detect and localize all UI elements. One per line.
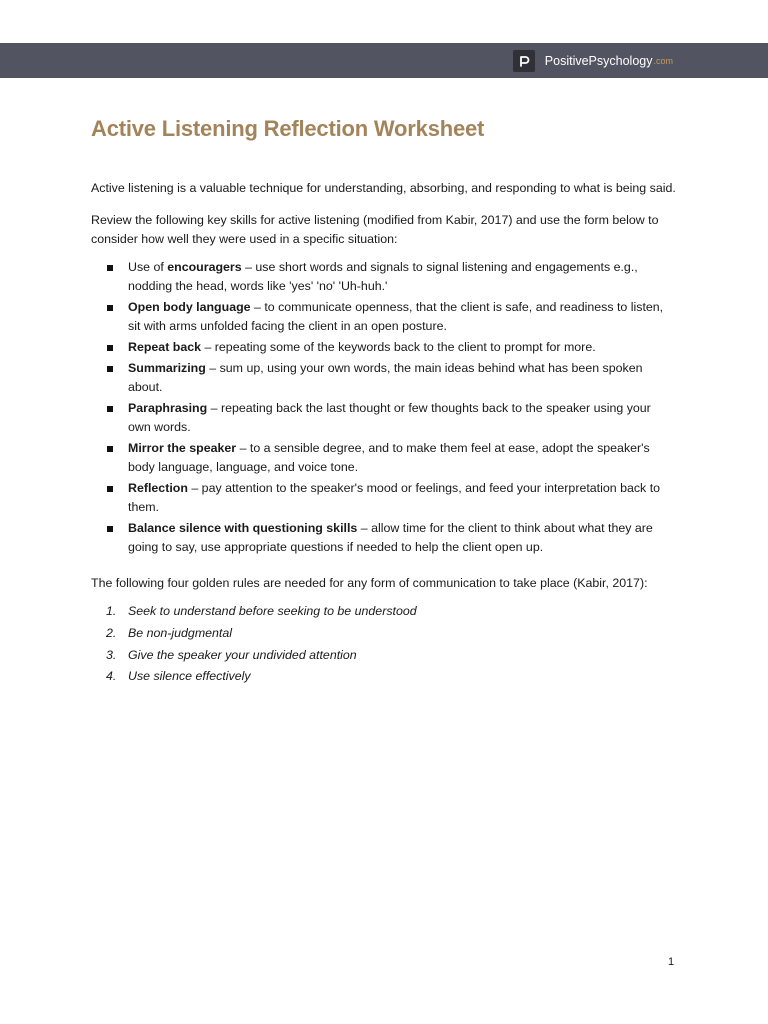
skills-list: [91, 258, 671, 559]
skill-term: Mirror the speaker: [128, 441, 237, 456]
positive-psychology-logo-icon: [513, 50, 535, 72]
bullet-icon: [107, 406, 113, 412]
review-paragraph: Review the following key skills for active listening (modified from Kabir, 2017) and use the form below to consider how well they were used in a specific situation:: [91, 213, 659, 246]
brand[interactable]: [513, 50, 673, 72]
rule-number: 2.: [106, 625, 117, 640]
rule-number: 1.: [106, 604, 117, 618]
bullet-icon: [107, 265, 113, 271]
list-item: [91, 359, 671, 397]
skill-description: – to communicate openness, that the client is safe, and readiness to listen, sit with arms unfolded facing the client in an open posture.: [128, 299, 664, 333]
page-title: Active Listening Reflection Worksheet: [91, 116, 485, 141]
skill-term: Open body language: [128, 299, 251, 314]
skill-description: – to a sensible degree, and to make them feel at ease, adopt the speaker's body language, language, and voice tone.: [128, 441, 650, 474]
skill-description: – pay attention to the speaker's mood or feelings, and feed your interpretation back to them.: [128, 481, 661, 514]
skill-term: Reflection: [128, 481, 188, 496]
list-item: [91, 666, 671, 688]
rules-intro-paragraph: The following four golden rules are needed for any form of communication to take place (Kabir, 2017):: [91, 576, 648, 590]
skill-description: – use short words and signals to signal listening and engagements e.g., nodding the head, words like 'yes' 'no' 'Uh-huh.': [128, 260, 638, 293]
skill-description: – repeating back the last thought or few thoughts back to the speaker using your own words.: [128, 401, 651, 434]
skill-term: Paraphrasing: [128, 401, 208, 416]
brand-tld: .com: [653, 56, 673, 66]
rule-text: Give the speaker your undivided attention: [128, 647, 357, 662]
list-item: Use of encouragers – use short words and signals to signal listening and engagements e.g., nodding the head, words like 'yes' 'no' 'Uh-huh.': [91, 258, 671, 296]
list-item: [91, 479, 671, 517]
list-item: [91, 439, 671, 477]
list-item: [91, 338, 671, 357]
rule-text: Use silence effectively: [128, 669, 251, 684]
rule-text: Be non-judgmental: [128, 625, 233, 640]
list-item: [91, 645, 671, 667]
bullet-icon: [107, 446, 113, 452]
skill-term: Repeat back: [128, 339, 202, 354]
list-item: [91, 399, 671, 437]
skill-term: Balance silence with questioning skills: [128, 521, 358, 536]
skill-term: Summarizing: [128, 361, 206, 376]
page-number: 1: [668, 956, 675, 968]
brand-name: PositivePsychology: [544, 54, 653, 68]
list-item: [91, 519, 671, 557]
bullet-icon: [107, 305, 113, 311]
list-item: [91, 623, 671, 645]
list-item: [91, 298, 671, 336]
rule-number: 4.: [106, 669, 117, 684]
bullet-icon: [107, 366, 113, 372]
bullet-icon: [107, 345, 113, 351]
skill-description: – sum up, using your own words, the main ideas behind what has been spoken about.: [128, 361, 643, 394]
intro-paragraph: Active listening is a valuable technique for understanding, absorbing, and responding to what is being said.: [91, 181, 676, 195]
skill-description: – allow time for the client to think about what they are going to say, use appropriate questions if needed to help the client open up.: [128, 521, 653, 554]
skill-term: encouragers: [167, 260, 242, 274]
golden-rules-list: [91, 601, 671, 688]
rule-text: Seek to understand before seeking to be understood: [128, 604, 417, 618]
skill-description: – repeating some of the keywords back to the client to prompt for more.: [201, 339, 596, 354]
header-bar: [0, 43, 768, 78]
bullet-icon: [107, 486, 113, 492]
list-item: [91, 601, 671, 623]
bullet-icon: [107, 526, 113, 532]
rule-number: 3.: [106, 647, 117, 662]
